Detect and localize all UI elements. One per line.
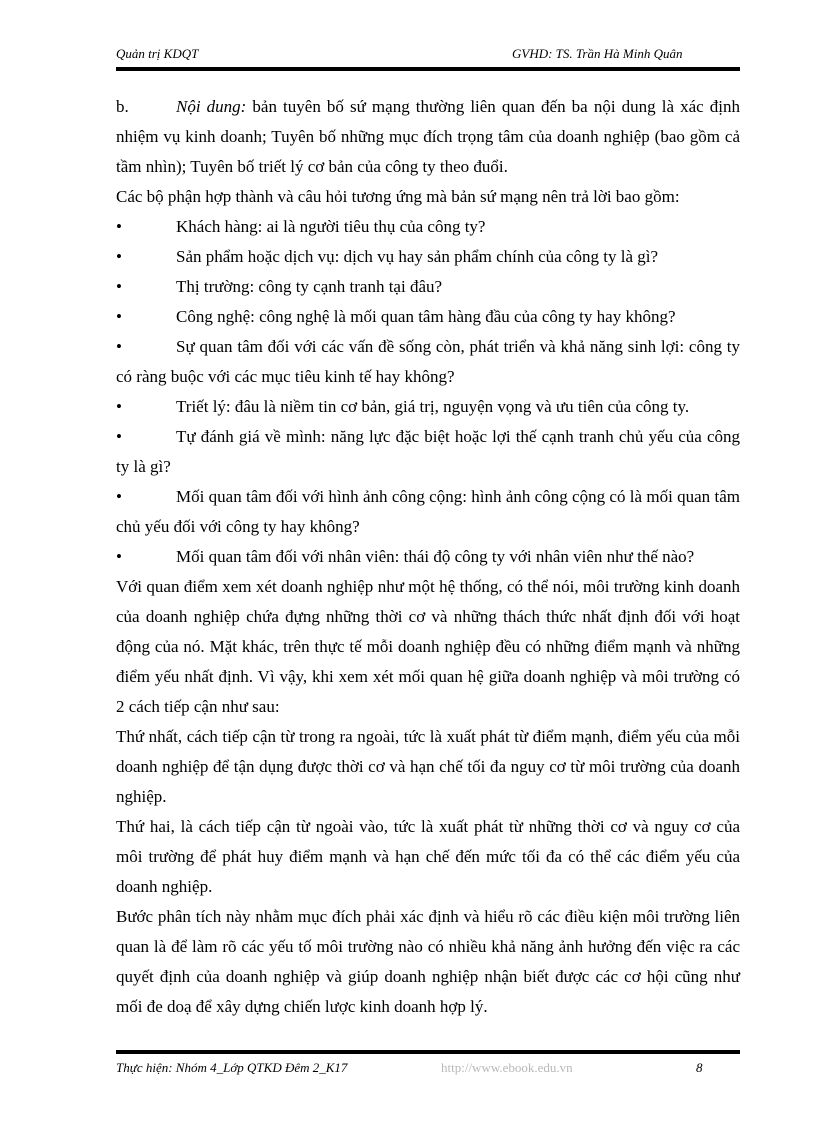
bullet-icon: • <box>116 217 122 236</box>
item-b-label: Nội dung: <box>176 97 247 116</box>
list-item-text: Sự quan tâm đối với các vấn đề sống còn, phát triển và khả năng sinh lợi: công ty có ràng buộc với các mục tiêu kinh tế hay không? <box>116 337 740 386</box>
list-item <box>116 302 740 332</box>
list-item-text: Mối quan tâm đối với hình ảnh công cộng: hình ảnh công cộng có là mối quan tâm chủ yếu đối với công ty hay không? <box>116 487 740 536</box>
list-item-text: Công nghệ: công nghệ là mối quan tâm hàng đầu của công ty hay không? <box>176 307 676 326</box>
list-item-text: Thị trường: công ty cạnh tranh tại đâu? <box>176 277 443 296</box>
footer-rule <box>116 1050 740 1054</box>
bullet-icon: • <box>116 247 122 266</box>
intro-paragraph: Các bộ phận hợp thành và câu hỏi tương ứng mà bản sứ mạng nên trả lời bao gồm: <box>116 187 680 206</box>
body-paragraph: Với quan điểm xem xét doanh nghiệp như một hệ thống, có thể nói, môi trường kinh doanh của doanh nghiệp chứa đựng những thời cơ và những thách thức nhất định đối với hoạt động của nó. Mặt khác, trên thực tế mỗi doanh nghiệp đều có những điểm mạnh và những điểm yếu nhất định. Vì vậy, khi xem xét mối quan hệ giữa doanh nghiệp và môi trường có 2 cách tiếp cận như sau: <box>116 577 740 716</box>
page-footer <box>116 1060 740 1076</box>
list-item-text: Tự đánh giá về mình: năng lực đặc biệt hoặc lợi thế cạnh tranh chủ yếu của công ty là gì? <box>116 427 740 476</box>
footer-author: Thực hiện: Nhóm 4_Lớp QTKD Đêm 2_K17 <box>116 1060 348 1075</box>
page-number: 8 <box>696 1060 703 1075</box>
bullet-icon: • <box>116 397 122 416</box>
bullet-icon: • <box>116 427 122 446</box>
list-item-text: Khách hàng: ai là người tiêu thụ của công ty? <box>176 217 486 236</box>
list-item <box>116 332 740 392</box>
item-b-paragraph <box>116 92 740 182</box>
list-item-text: Mối quan tâm đối với nhân viên: thái độ công ty với nhân viên như thế nào? <box>176 547 695 566</box>
list-item <box>116 422 740 482</box>
bullet-icon: • <box>116 337 122 356</box>
footer-url-link[interactable]: http://www.ebook.edu.vn <box>441 1060 573 1075</box>
list-item <box>116 272 740 302</box>
item-b-marker: b. <box>116 97 129 116</box>
list-item-text: Triết lý: đâu là niềm tin cơ bản, giá trị, nguyện vọng và ưu tiên của công ty. <box>176 397 690 416</box>
list-item-text: Sản phẩm hoặc dịch vụ: dịch vụ hay sản phẩm chính của công ty là gì? <box>176 247 659 266</box>
list-item <box>116 542 740 572</box>
list-item <box>116 212 740 242</box>
page-header <box>116 46 740 62</box>
bullet-icon: • <box>116 277 122 296</box>
item-b-text: bản tuyên bố sứ mạng thường liên quan đến ba nội dung là xác định nhiệm vụ kinh doanh; Tuyên bố những mục đích trọng tâm của doanh nghiệp (bao gồm cả tầm nhìn); Tuyên bố triết lý cơ bản của công ty theo đuổi. <box>116 97 740 176</box>
bullet-icon: • <box>116 547 122 566</box>
body-paragraph: Thứ hai, là cách tiếp cận từ ngoài vào, tức là xuất phát từ những thời cơ và nguy cơ của môi trường để phát huy điểm mạnh và hạn chế đến mức tối đa có thể các điểm yếu của doanh nghiệp. <box>116 817 740 896</box>
list-item <box>116 482 740 542</box>
bullet-icon: • <box>116 487 122 506</box>
header-course-title: Quản trị KDQT <box>116 46 199 61</box>
header-rule <box>116 67 740 71</box>
body-paragraph: Bước phân tích này nhằm mục đích phải xác định và hiểu rõ các điều kiện môi trường liên quan là để làm rõ các yếu tố môi trường nào có nhiều khả năng ảnh hưởng đến việc ra các quyết định của doanh nghiệp và giúp doanh nghiệp nhận biết được các cơ hội cũng như mối đe doạ để xây dựng chiến lược kinh doanh hợp lý. <box>116 907 740 1016</box>
header-instructor: GVHD: TS. Trần Hà Minh Quân <box>512 46 683 61</box>
list-item <box>116 242 740 272</box>
bullet-icon: • <box>116 307 122 326</box>
page-body <box>116 92 740 1022</box>
list-item <box>116 392 740 422</box>
body-paragraph: Thứ nhất, cách tiếp cận từ trong ra ngoài, tức là xuất phát từ điểm mạnh, điểm yếu của mỗi doanh nghiệp để tận dụng được thời cơ và hạn chế tối đa nguy cơ từ môi trường của doanh nghiệp. <box>116 727 740 806</box>
